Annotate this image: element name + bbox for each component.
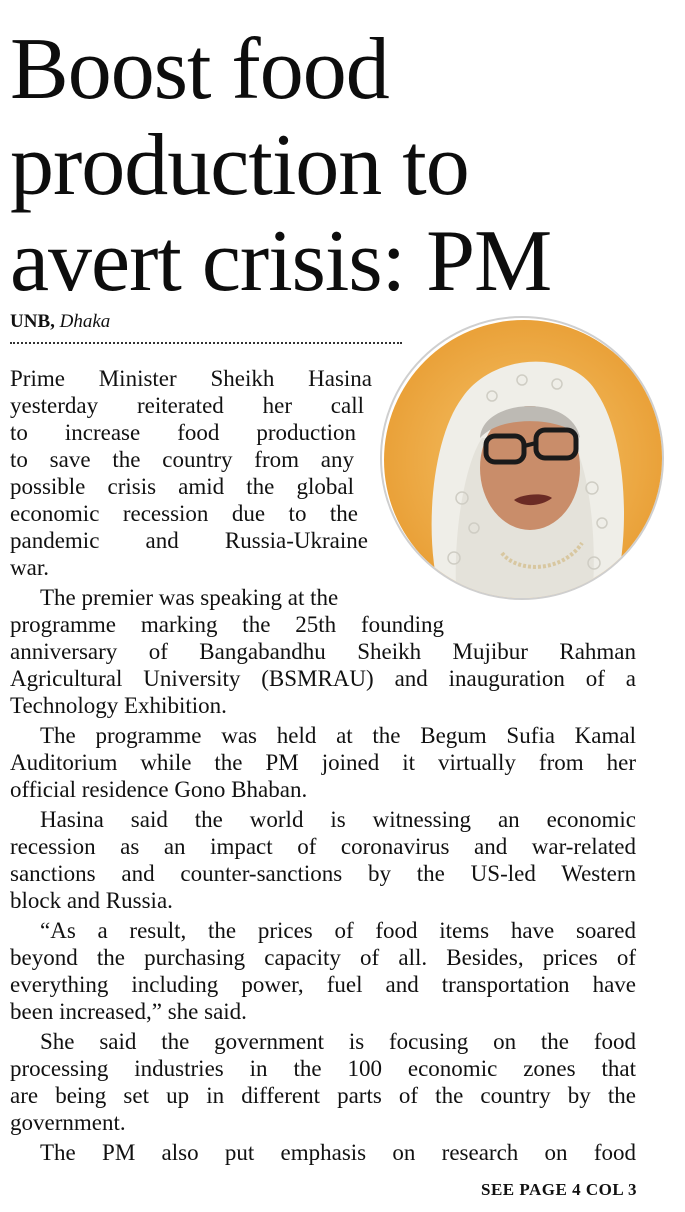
paragraph-line: sanctions and counter-sanctions by the US-led Western — [10, 861, 636, 886]
continuation-jump-link[interactable]: SEE PAGE 4 COL 3 — [481, 1180, 637, 1199]
paragraph-line: everything including power, fuel and transportation have — [10, 972, 636, 997]
byline-divider — [10, 342, 402, 344]
paragraph-line: anniversary of Bangabandhu Sheikh Mujibur Rahman — [10, 639, 636, 664]
portrait-photo — [380, 316, 664, 600]
paragraph-line: possible crisis amid the global — [10, 474, 354, 499]
paragraph-line: She said the government is focusing on the food — [40, 1029, 636, 1054]
paragraph-line: recession as an impact of coronavirus and war-related — [10, 834, 636, 859]
paragraph-line: beyond the purchasing capacity of all. Besides, prices of — [10, 945, 636, 970]
paragraph-line: government. — [10, 1110, 126, 1135]
paragraph-line: The programme was held at the Begum Sufia Kamal — [40, 723, 636, 748]
paragraph-line: block and Russia. — [10, 888, 173, 913]
paragraph-line: processing industries in the 100 economic zones that — [10, 1056, 636, 1081]
paragraph-line: official residence Gono Bhaban. — [10, 777, 308, 802]
paragraph-line: The PM also put emphasis on research on food — [40, 1140, 636, 1165]
paragraph-line: yesterday reiterated her call — [10, 393, 364, 418]
portrait-illustration — [382, 318, 664, 600]
paragraph-line: Hasina said the world is witnessing an economic — [40, 807, 636, 832]
paragraph-line: war. — [10, 555, 49, 580]
paragraph-line: to save the country from any — [10, 447, 354, 472]
headline-line-2: production to — [10, 117, 469, 214]
paragraph-line: Auditorium while the PM joined it virtually from her — [10, 750, 636, 775]
paragraph-line: programme marking the 25th founding — [10, 612, 444, 637]
paragraph-line: been increased,” she said. — [10, 999, 247, 1024]
byline — [10, 311, 110, 333]
headline — [10, 22, 680, 310]
paragraph-line: Technology Exhibition. — [10, 693, 227, 718]
byline-place: Dhaka — [59, 311, 111, 332]
paragraph-line: Prime Minister Sheikh Hasina — [10, 366, 372, 391]
paragraph-line: economic recession due to the — [10, 501, 358, 526]
paragraph-line: Agricultural University (BSMRAU) and inauguration of a — [10, 666, 636, 691]
paragraph-line: “As a result, the prices of food items have soared — [40, 918, 636, 943]
headline-line-3: avert crisis: PM — [10, 213, 552, 310]
headline-line-1: Boost food — [10, 21, 389, 118]
paragraph-line: to increase food production — [10, 420, 356, 445]
paragraph-line: are being set up in different parts of the country by the — [10, 1083, 636, 1108]
paragraph-line: The premier was speaking at the — [40, 585, 339, 610]
paragraph-line: pandemic and Russia-Ukraine — [10, 528, 368, 553]
byline-agency: UNB, — [10, 311, 55, 332]
